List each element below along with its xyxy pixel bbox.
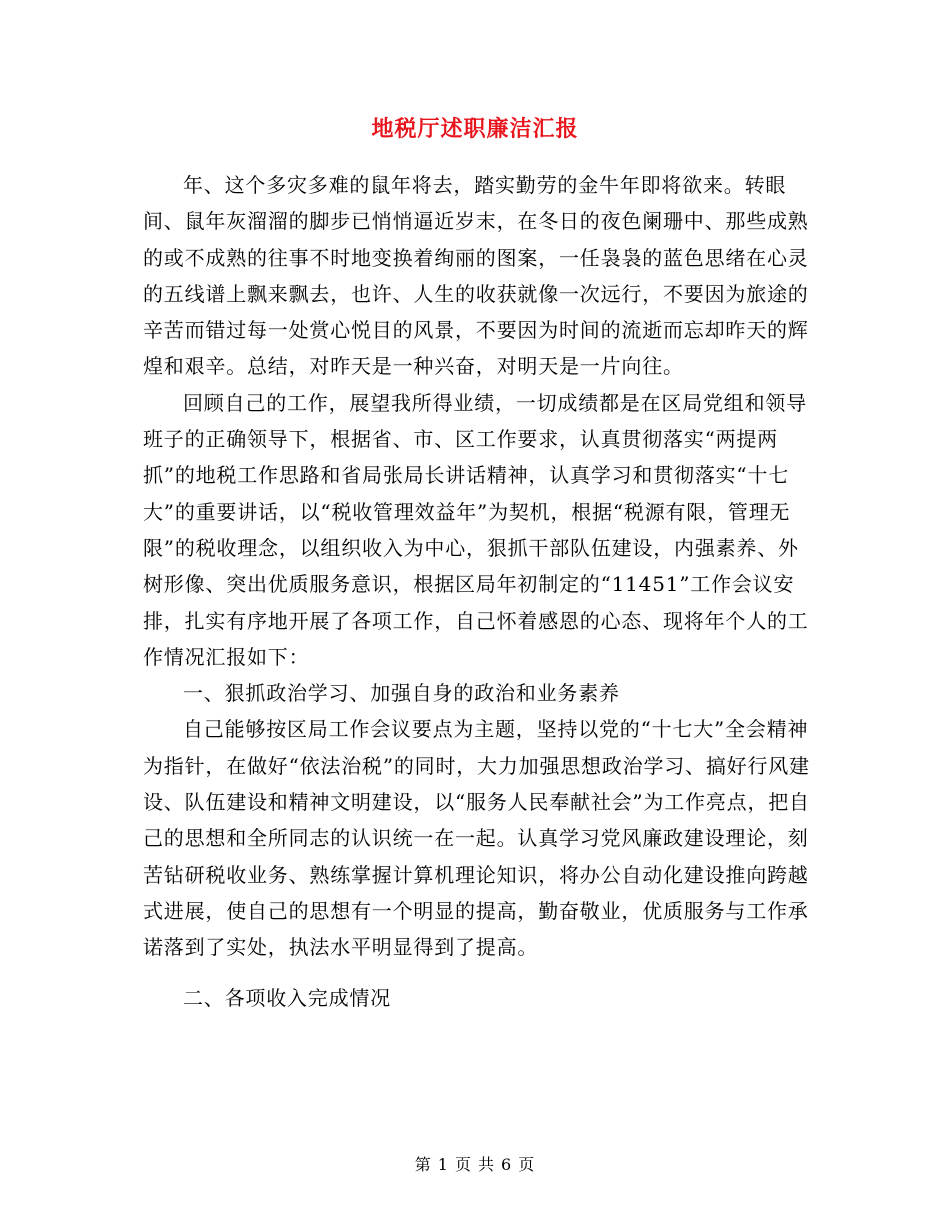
footer-suffix: 页: [518, 1155, 536, 1174]
paragraph-intro: 年、这个多灾多难的鼠年将去，踏实勤劳的金牛年即将欲来。转眼间、鼠年灰溜溜的脚步已悄悄逼近岁末，在冬日的夜色阑珊中、那些成熟的或不成熟的往事不时地变换着绚丽的图案，一任袅袅的蓝色思绪在心灵的五线谱上飘来飘去，也许、人生的收获就像一次远行，不要因为旅途的辛苦而错过每一处赏心悦目的风景，不要因为时间的流逝而忘却昨天的辉煌和艰辛。总结，对昨天是一种兴奋，对明天是一片向往。: [143, 173, 809, 379]
section-heading-1: 一、狠抓政治学习、加强自身的政治和业务素养: [183, 681, 620, 706]
footer-page-number: 1: [437, 1155, 449, 1174]
footer-total-pages: 6: [501, 1155, 513, 1174]
footer-middle: 页 共: [454, 1155, 496, 1174]
paragraph-review: 回顾自己的工作，展望我所得业绩，一切成绩都是在区局党组和领导班子的正确领导下，根据省、市、区工作要求，认真贯彻落实“两提两抓”的地税工作思路和省局张局长讲话精神，认真学习和贯彻落实“十七大”的重要讲话，以“税收管理效益年”为契机，根据“税源有限，管理无限”的税收理念，以组织收入为中心，狠抓干部队伍建设，内强素养、外树形像、突出优质服务意识，根据区局年初制定的“11451”工作会议安排，扎实有序地开展了各项工作，自己怀着感恩的心态、现将年个人的工作情况汇报如下：: [143, 390, 809, 669]
paragraph-political-study: 自己能够按区局工作会议要点为主题，坚持以党的“十七大”全会精神为指针，在做好“依法治税”的同时，大力加强思想政治学习、搞好行风建设、队伍建设和精神文明建设，以“服务人民奉献社会”为工作亮点，把自己的思想和全所同志的认识统一在一起。认真学习党风廉政建设理论，刻苦钻研税收业务、熟练掌握计算机理论知识，将办公自动化建设推向跨越式进展，使自己的思想有一个明显的提高，勤奋敬业，优质服务与工作承诺落到了实处，执法水平明显得到了提高。: [143, 717, 810, 960]
section-heading-2: 二、各项收入完成情况: [183, 985, 391, 1010]
document-body: [143, 167, 811, 1016]
document-title: 地税厅述职廉洁汇报: [371, 116, 579, 142]
footer-prefix: 第: [414, 1155, 432, 1174]
page-footer: [0, 1153, 950, 1177]
